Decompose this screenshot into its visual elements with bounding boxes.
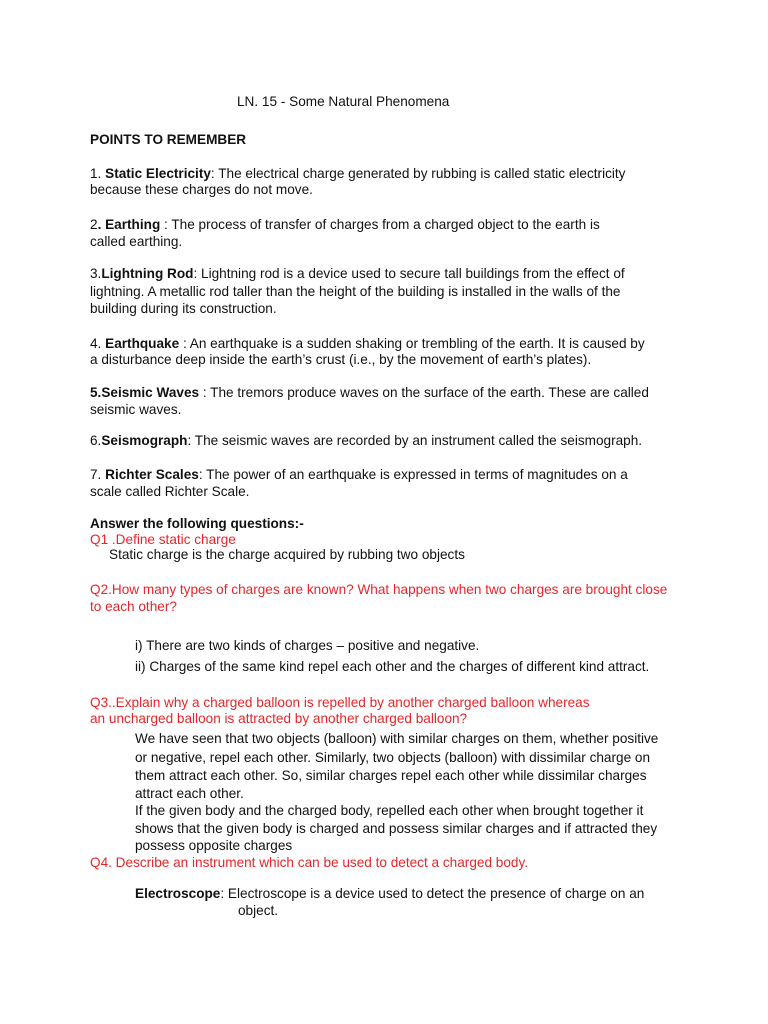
point-3-line-3: building during its construction. <box>90 301 277 316</box>
point-6-number: 6. <box>90 433 102 448</box>
point-4-line-1 <box>90 335 645 352</box>
answer-3-line-6: shows that the given body is charged and possess similar charges and if attracted they <box>135 821 658 836</box>
point-4-line-2: a disturbance deep inside the earth’s crust (i.e., by the movement of earth’s plates). <box>90 352 592 367</box>
answer-4-term: Electroscope <box>135 886 221 901</box>
answer-3-line-4: attract each other. <box>135 786 244 801</box>
point-3-line-2: lightning. A metallic rod taller than the height of the building is installed in the walls of the <box>90 284 621 299</box>
point-1-term: Static Electricity <box>105 166 211 181</box>
point-5-term: 5.Seismic Waves <box>90 385 200 400</box>
answer-3-line-7: possess opposite charges <box>135 838 293 853</box>
point-2-text: : The process of transfer of charges from a charged object to the earth is <box>160 217 600 232</box>
point-2-number: 2 <box>90 217 98 232</box>
point-2-line-2: called earthing. <box>90 234 183 249</box>
point-6-line-1 <box>90 432 642 449</box>
answer-heading <box>90 515 304 532</box>
answer-4-line-1 <box>135 885 644 902</box>
question-4: Q4. Describe an instrument which can be used to detect a charged body. <box>90 855 529 870</box>
answer-1: Static charge is the charge acquired by rubbing two objects <box>109 547 465 562</box>
question-2-line-2: to each other? <box>90 599 177 614</box>
point-7-line-1 <box>90 466 628 483</box>
document-title: LN. 15 - Some Natural Phenomena <box>237 94 450 109</box>
answer-4-line-2: object. <box>238 903 279 918</box>
point-3-number: 3. <box>90 266 102 281</box>
point-1-line-1 <box>90 165 625 182</box>
answer-3-line-5: If the given body and the charged body, repelled each other when brought together it <box>135 803 644 818</box>
point-5-line-1 <box>90 384 649 401</box>
answer-3-line-3: them attract each other. So, similar charges repel each other while dissimilar charges <box>135 768 647 783</box>
point-7-text: : The power of an earthquake is expressed in terms of magnitudes on a <box>198 467 628 482</box>
point-6-term: Seismograph <box>101 433 188 448</box>
point-6-text: : The seismic waves are recorded by an instrument called the seismograph. <box>187 433 643 448</box>
point-5-text: : The tremors produce waves on the surface of the earth. These are called <box>199 385 649 400</box>
question-2-line-1: Q2.How many types of charges are known? What happens when two charges are brought close <box>90 582 668 597</box>
answer-3-line-2: or negative, repel each other. Similarly, two objects (balloon) with dissimilar charge on <box>135 750 651 765</box>
answer-2-item-1: i) There are two kinds of charges – positive and negative. <box>135 638 480 653</box>
point-3-text: : Lightning rod is a device used to secure tall buildings from the effect of <box>193 266 625 281</box>
answer-4-text: : Electroscope is a device used to detect the presence of charge on an <box>220 886 645 901</box>
point-1-number: 1. <box>90 166 106 181</box>
point-2-term: . Earthing <box>97 217 161 232</box>
question-3-line-1: Q3..Explain why a charged balloon is repelled by another charged balloon whereas <box>90 695 590 710</box>
answer-3-line-1: We have seen that two objects (balloon) with similar charges on them, whether positive <box>135 731 659 746</box>
question-1: Q1 .Define static charge <box>90 532 236 547</box>
question-3-line-2: an uncharged balloon is attracted by another charged balloon? <box>90 711 468 726</box>
point-1-line-2: because these charges do not move. <box>90 182 313 197</box>
point-1-text: : The electrical charge generated by rubbing is called static electricity <box>210 166 626 181</box>
point-7-term: Richter Scales <box>105 467 199 482</box>
point-4-text: : An earthquake is a sudden shaking or trembling of the earth. It is caused by <box>179 336 645 351</box>
point-7-line-2: scale called Richter Scale. <box>90 484 250 499</box>
point-4-term: Earthquake <box>105 336 180 351</box>
points-heading <box>90 131 246 148</box>
point-4-number: 4. <box>90 336 106 351</box>
point-3-term: Lightning Rod <box>101 266 194 281</box>
answer-heading-text: Answer the following questions:- <box>90 516 304 531</box>
point-3-line-1 <box>90 265 625 282</box>
points-heading-text: POINTS TO REMEMBER <box>90 132 247 147</box>
point-2-line-1 <box>90 216 600 233</box>
point-5-line-2: seismic waves. <box>90 402 182 417</box>
answer-2-item-2: ii) Charges of the same kind repel each other and the charges of different kind attract. <box>135 659 650 674</box>
point-7-number: 7. <box>90 467 106 482</box>
